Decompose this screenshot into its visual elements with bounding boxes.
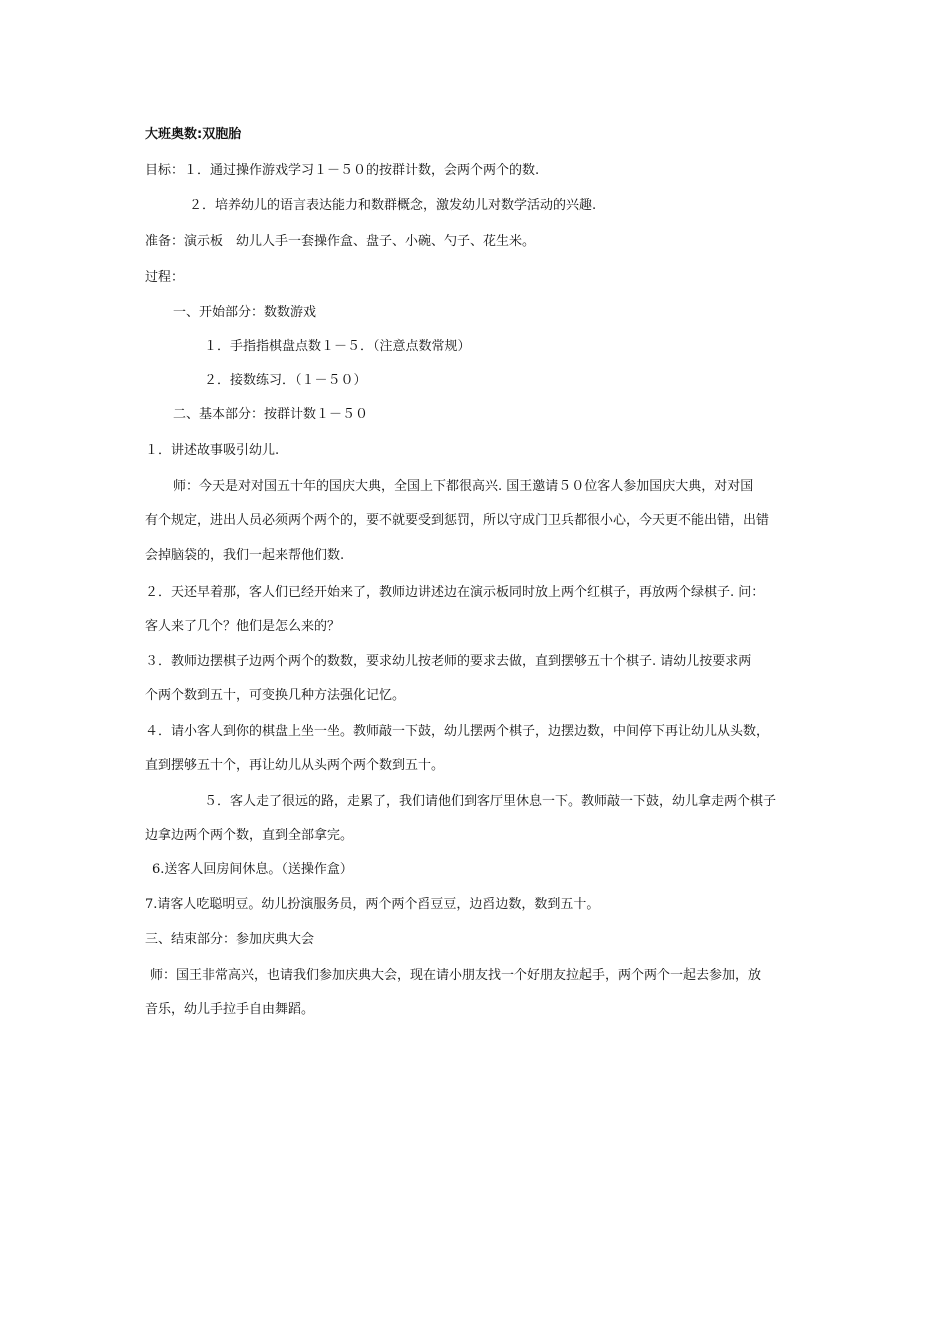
section-one-item-1: １．手指指棋盘点数１－５．（注意点数常规） [204, 339, 471, 354]
process-heading: 过程： [145, 270, 185, 285]
step-2-line-1: ２．天还早着那，客人们已经开始来了，教师边讲述边在演示板同时放上两个红棋子，再放两个绿棋子. 问： [145, 585, 765, 600]
step-3-line-1: ３．教师边摆棋子边两个两个的数数，要求幼儿按老师的要求去做，直到摆够五十个棋子. 请幼儿按要求两 [145, 654, 752, 669]
section-three-heading: 三、结束部分：参加庆典大会 [145, 932, 315, 947]
goal-line-2: ２．培养幼儿的语言表达能力和数群概念，激发幼儿对数学活动的兴趣. [189, 198, 597, 213]
story-intro: １．讲述故事吸引幼儿. [145, 443, 280, 458]
step-7: 7.请客人吃聪明豆。幼儿扮演服务员，两个两个舀豆豆，边舀边数，数到五十。 [145, 897, 600, 912]
preparation-line: 准备：演示板 幼儿人手一套操作盒、盘子、小碗、勺子、花生米。 [145, 234, 536, 249]
step-5-line-2: 边拿边两个两个数，直到全部拿完。 [145, 828, 354, 843]
step-3-line-2: 个两个数到五十，可变换几种方法强化记忆。 [145, 688, 406, 703]
step-6: 6.送客人回房间休息。（送操作盒） [152, 862, 353, 877]
story-paragraph-line-3: 会掉脑袋的，我们一起来帮他们数. [145, 548, 345, 563]
story-paragraph-line-2: 有个规定，进出人员必须两个两个的，要不就要受到惩罚，所以守成门卫兵都很小心，今天更不能出错，出错 [145, 513, 770, 528]
section-one-item-2: ２．接数练习．（１－５０） [204, 373, 367, 388]
document-title: 大班奥数:双胞胎 [145, 127, 242, 142]
closing-paragraph-line-2: 音乐，幼儿手拉手自由舞蹈。 [145, 1002, 315, 1017]
story-paragraph-line-1: 师：今天是对对国五十年的国庆大典，全国上下都很高兴. 国王邀请５０位客人参加国庆大典，对对国 [173, 479, 754, 494]
section-two-heading: 二、基本部分：按群计数１－５０ [173, 407, 369, 422]
step-4-line-1: ４．请小客人到你的棋盘上坐一坐。教师敲一下鼓，幼儿摆两个棋子，边摆边数，中间停下再让幼儿从头数， [145, 724, 770, 739]
step-5-line-1: ５．客人走了很远的路，走累了，我们请他们到客厅里休息一下。教师敲一下鼓，幼儿拿走两个棋子 [204, 794, 777, 809]
section-one-heading: 一、开始部分：数数游戏 [173, 305, 317, 320]
step-4-line-2: 直到摆够五十个，再让幼儿从头两个两个数到五十。 [145, 758, 445, 773]
step-2-line-2: 客人来了几个？他们是怎么来的？ [145, 619, 341, 634]
closing-paragraph-line-1: 师：国王非常高兴，也请我们参加庆典大会，现在请小朋友找一个好朋友拉起手，两个两个一起去参加，放 [150, 968, 762, 983]
goal-line-1: 目标：１．通过操作游戏学习１－５０的按群计数，会两个两个的数. [145, 163, 540, 178]
